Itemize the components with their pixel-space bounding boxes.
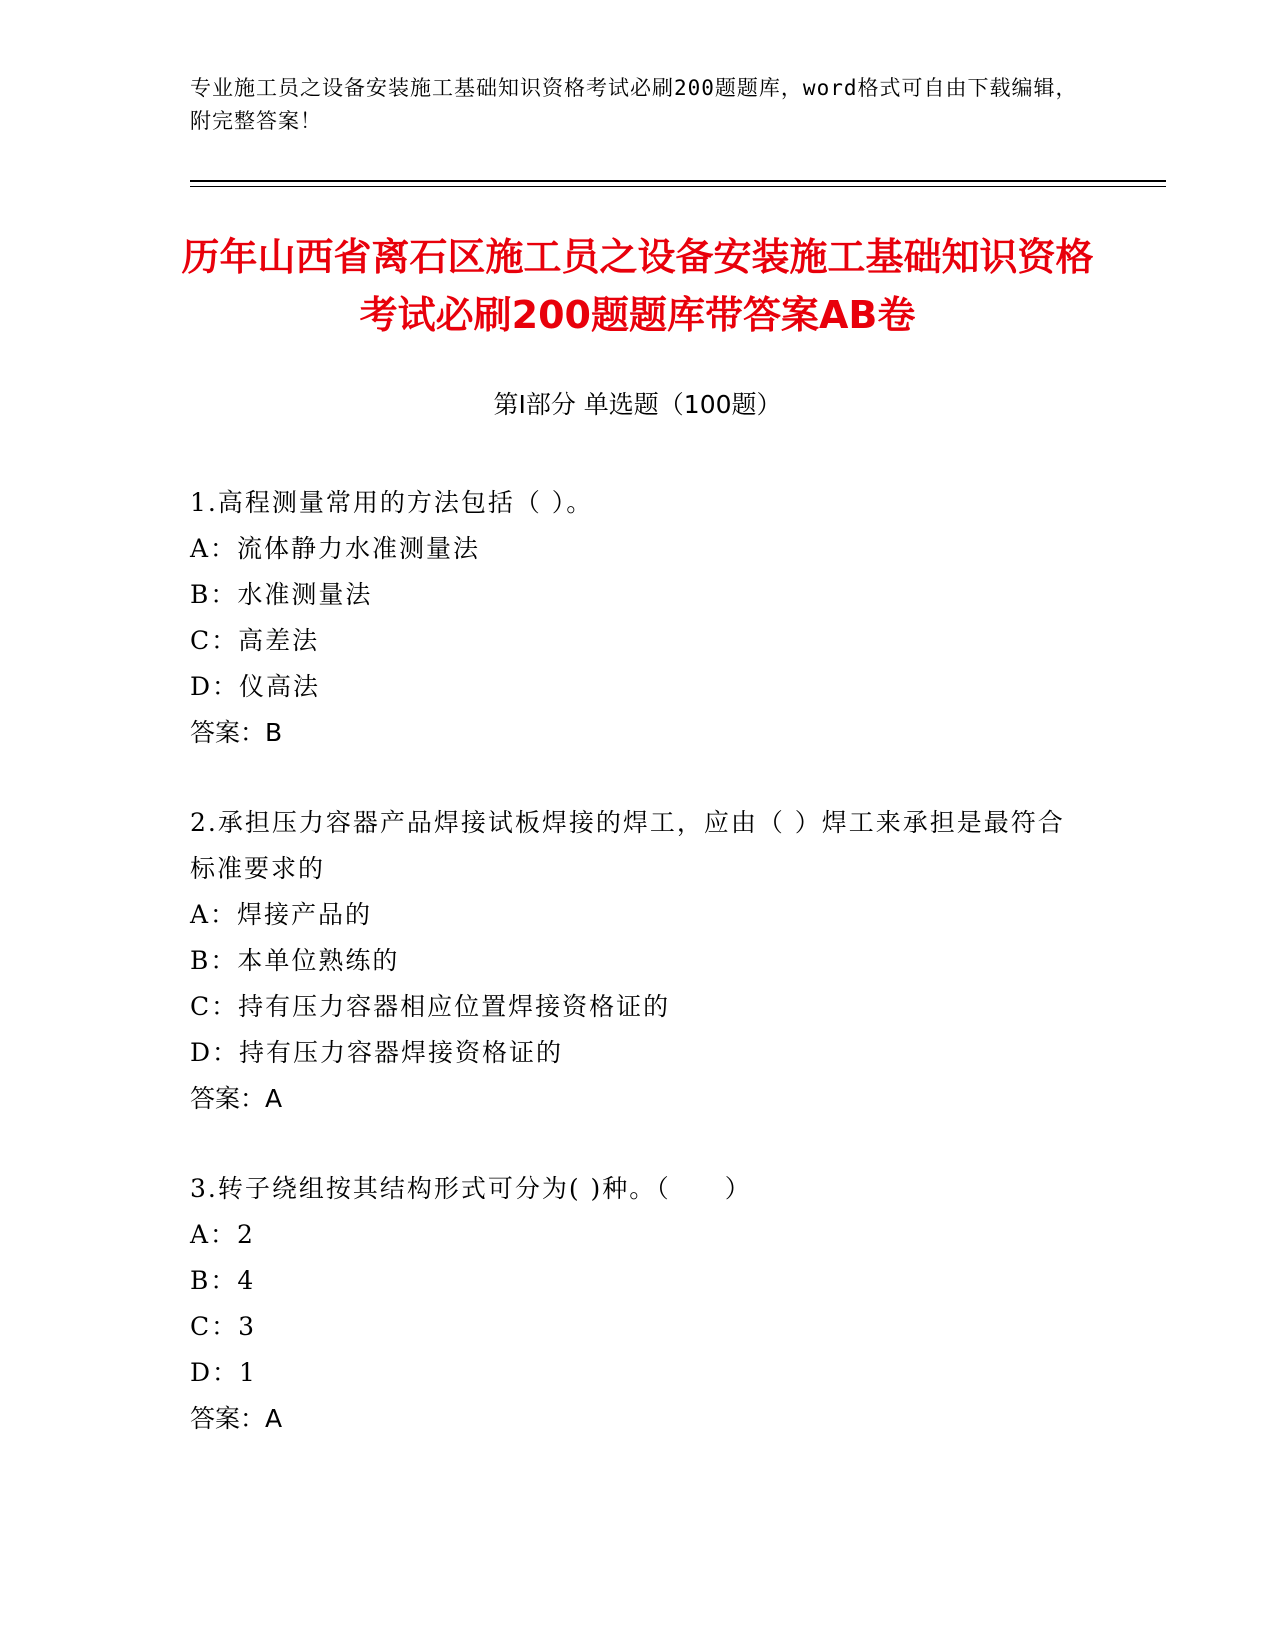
option-a: A：2	[190, 1220, 255, 1249]
question-stem: 3.转子绕组按其结构形式可分为( )种。（ ）	[190, 1174, 752, 1203]
option-d: D：1	[190, 1358, 257, 1387]
question-2	[190, 800, 1090, 1122]
option-b: B：水准测量法	[190, 580, 373, 609]
answer: 答案：A	[190, 1404, 283, 1433]
question-1	[190, 480, 1090, 756]
header-divider-thin	[190, 186, 1166, 187]
option-d: D：仪高法	[190, 672, 321, 701]
question-stem: 2.承担压力容器产品焊接试板焊接的焊工，应由（ ）焊工来承担是最符合标准要求的	[190, 808, 1065, 883]
option-c: C：3	[190, 1312, 257, 1341]
header-text: 专业施工员之设备安装施工基础知识资格考试必刷200题题库，word格式可自由下载编辑，附完整答案！	[190, 76, 1078, 133]
answer: 答案：A	[190, 1084, 283, 1113]
document-title: 历年山西省离石区施工员之设备安装施工基础知识资格考试必刷200题题库带答案AB卷	[181, 235, 1094, 337]
option-b: B：本单位熟练的	[190, 946, 400, 975]
header-divider-thick	[190, 180, 1166, 182]
option-b: B：4	[190, 1266, 256, 1295]
option-a: A：流体静力水准测量法	[190, 534, 481, 563]
option-a: A：焊接产品的	[190, 900, 373, 929]
option-d: D：持有压力容器焊接资格证的	[190, 1038, 564, 1067]
section-title: 第I部分 单选题（100题）	[493, 390, 782, 419]
option-c: C：持有压力容器相应位置焊接资格证的	[190, 992, 671, 1021]
question-list	[190, 480, 1090, 1486]
question-3	[190, 1166, 1090, 1442]
option-c: C：高差法	[190, 626, 320, 655]
answer: 答案：B	[190, 718, 283, 747]
question-stem: 1.高程测量常用的方法包括（ ）。	[190, 488, 594, 517]
